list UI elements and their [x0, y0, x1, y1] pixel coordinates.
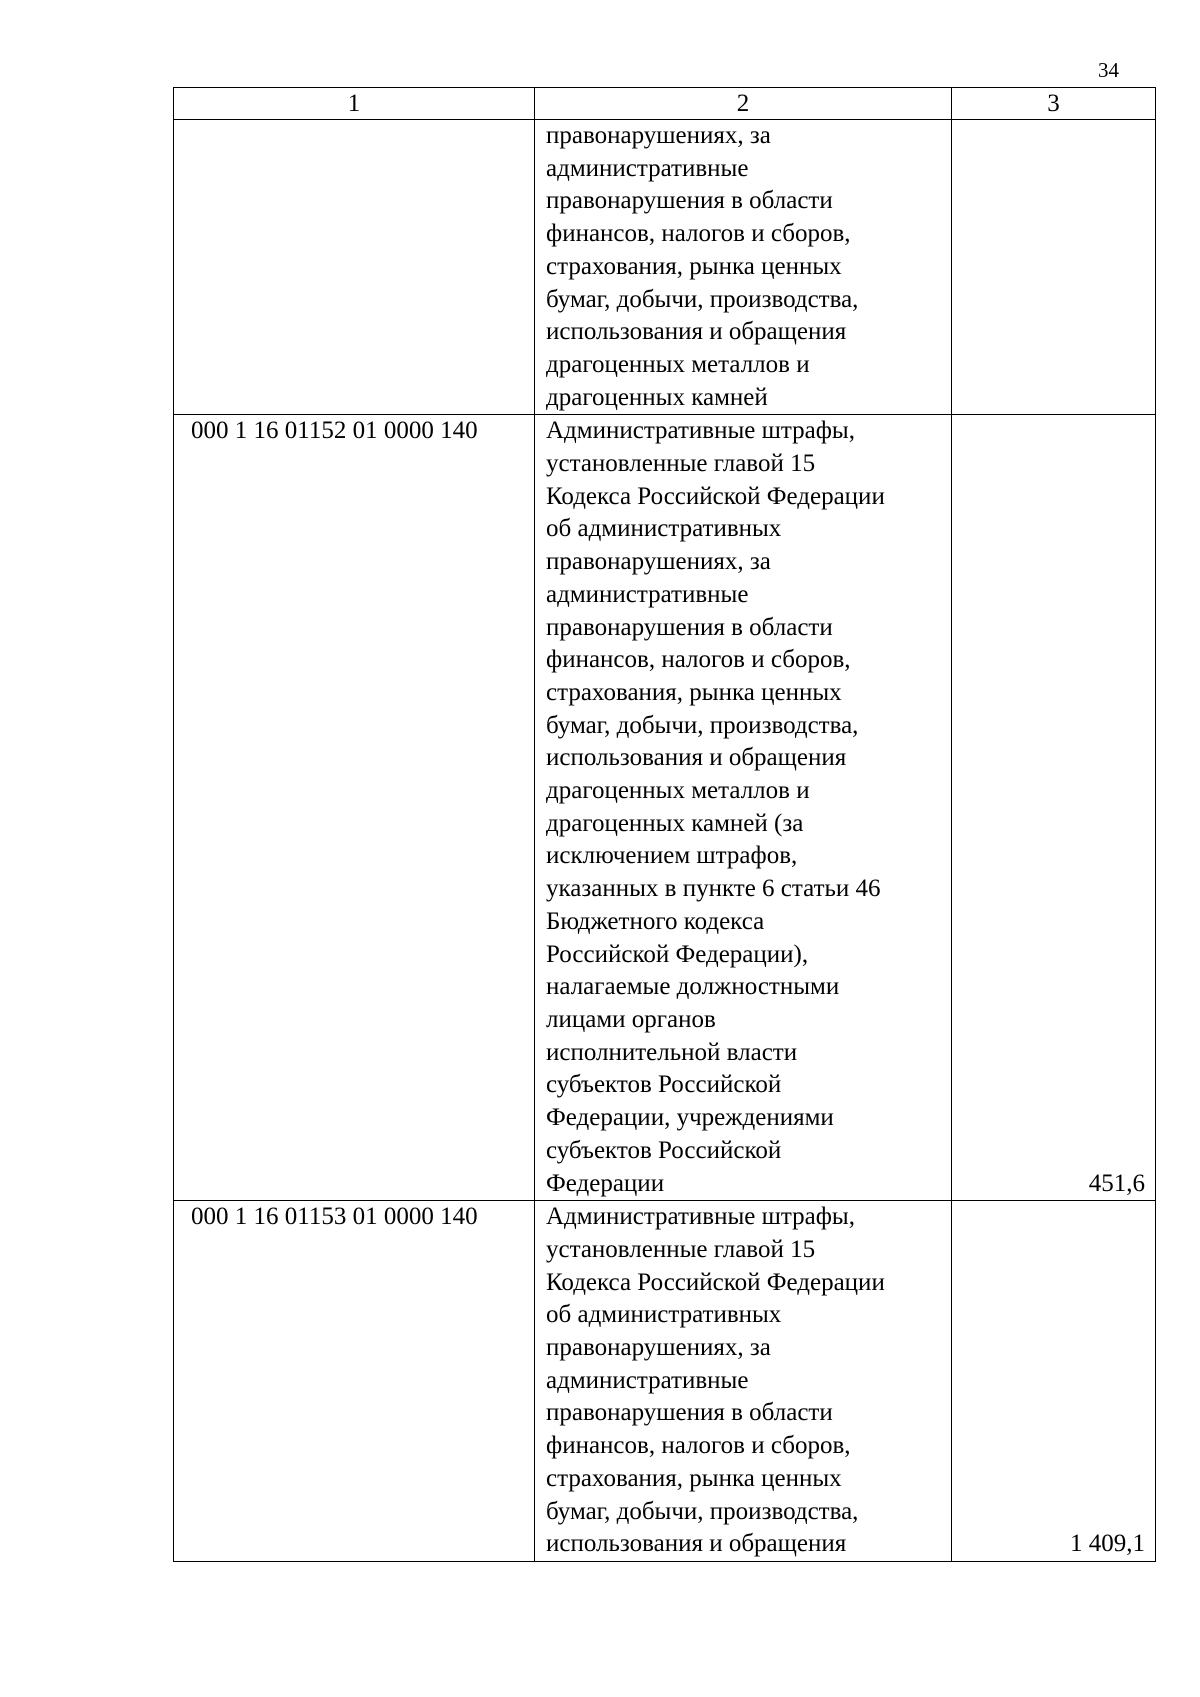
table-row: [174, 415, 1156, 1201]
row-amount: [952, 120, 1156, 415]
column-header-description: 2: [535, 88, 952, 120]
budget-table: [173, 87, 1156, 1562]
row-description: Административные штрафы, установленные главой 15 Кодекса Российской Федерации об административных правонарушениях, за административные правонарушения в области финансов, налогов и сборов, страхования, рынка ценных бумаг, добычи, производства, использования и обращения: [535, 1201, 952, 1562]
table-row: [174, 120, 1156, 415]
row-code: 000 1 16 01152 01 0000 140: [174, 415, 535, 1201]
table-header-row: [174, 88, 1156, 120]
column-header-code: 1: [174, 88, 535, 120]
row-amount: 451,6: [952, 415, 1156, 1201]
row-description: правонарушениях, за административные правонарушения в области финансов, налогов и сборов, страхования, рынка ценных бумаг, добычи, производства, использования и обращения драгоценных металлов и драгоценных камней: [535, 120, 952, 415]
row-code: 000 1 16 01153 01 0000 140: [174, 1201, 535, 1562]
row-code: [174, 120, 535, 415]
table-row: [174, 1201, 1156, 1562]
row-description: Административные штрафы, установленные главой 15 Кодекса Российской Федерации об административных правонарушениях, за административные правонарушения в области финансов, налогов и сборов, страхования, рынка ценных бумаг, добычи, производства, использования и обращения драгоценных металлов и драгоценных камней (за исключением штрафов, указанных в пункте 6 статьи 46 Бюджетного кодекса Российской Федерации), налагаемые должностными лицами органов исполнительной власти субъектов Российской Федерации, учреждениями субъектов Российской Федерации: [535, 415, 952, 1201]
row-amount: 1 409,1: [952, 1201, 1156, 1562]
page-number: 34: [1098, 58, 1119, 82]
column-header-amount: 3: [952, 88, 1156, 120]
